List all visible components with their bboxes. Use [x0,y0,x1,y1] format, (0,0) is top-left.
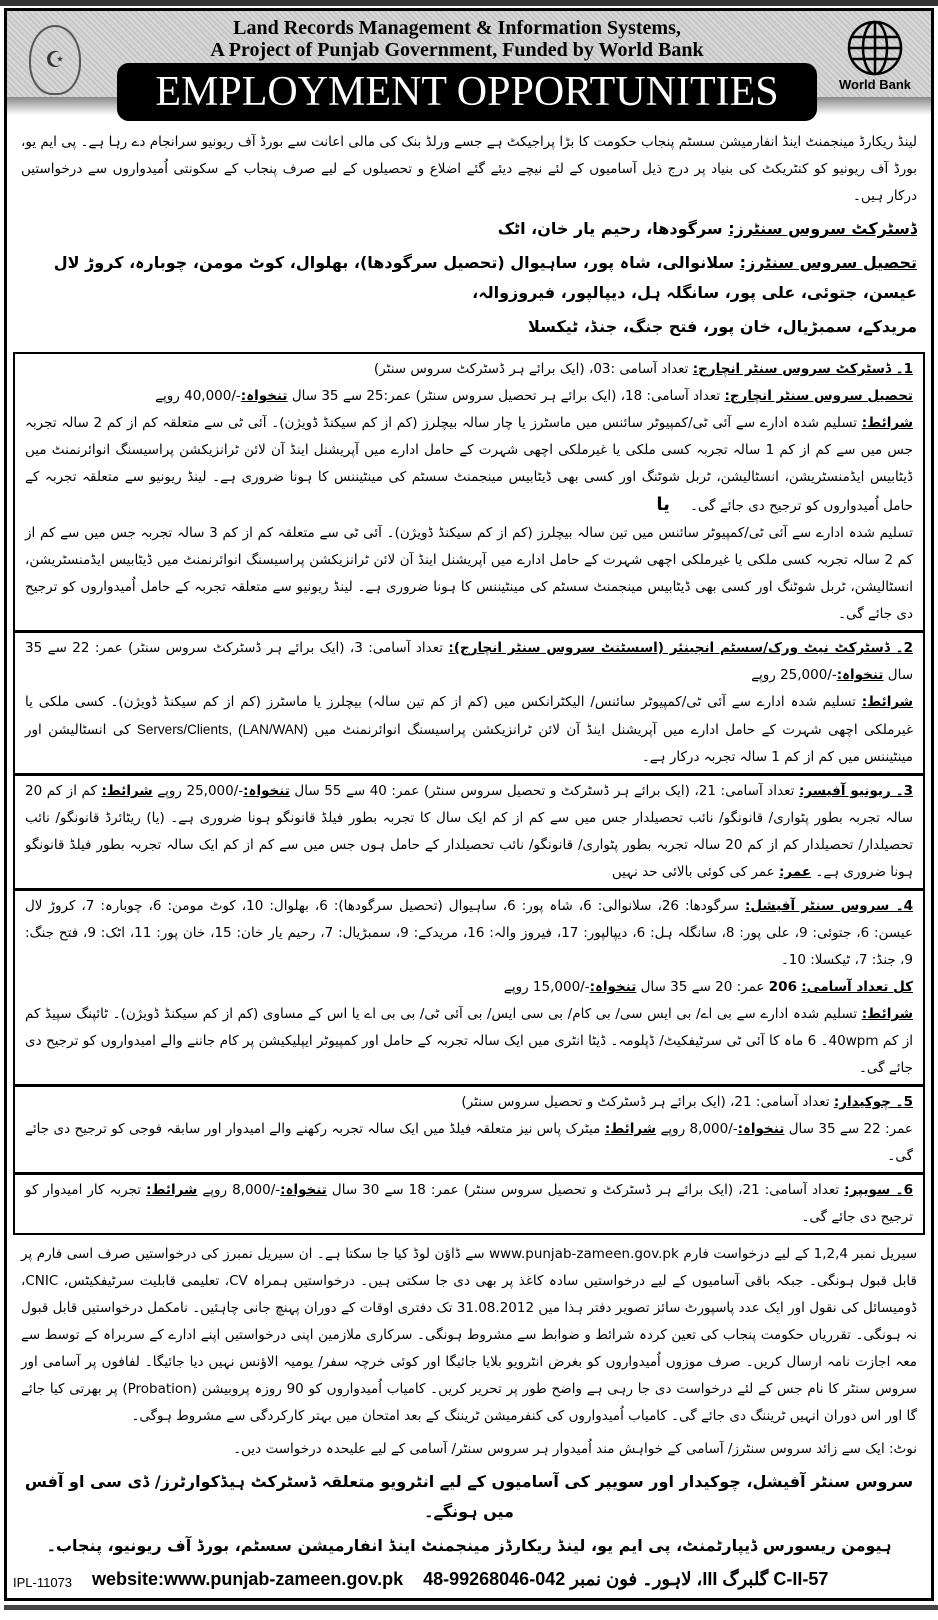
world-bank-logo [829,19,921,92]
bottom-rule [4,1605,938,1610]
section-1: 1۔ ڈسٹرکٹ سروس سنٹر انچارج: تعداد آسامی :03، (ایک برائے ہر ڈسٹرکٹ سروس سنٹر) تحصیل سروس سنٹر انچارج: تعداد آسامی: 18، (ایک برائے ہر تحصیل سروس سنٹر) عمر:25 سے 35 سال تنخواہ:-/40,000 روپے شرائط: تسلیم شدہ ادارے سے آئی ٹی/کمپیوٹر سائنس میں ماسٹرز یا چار سالہ بیچلرز (کم از کم سیکنڈ ڈویژن)۔ آئی ٹی سے متعلقہ کم از کم 2 سالہ تجربہ جس میں سے کم از کم 1 سالہ تجربہ کسی ملکی یا غیرملکی اچھی شہرت کے حامل ادارے میں آپریشنل اینڈ آن لائن ٹرانزیکشن پراسیسنگ انوائرنمنٹ میں ڈیٹابیس ایڈمنسٹریشن، انسٹالیشن، ٹربل شوٹنگ اور کسی بھی ڈیٹابیس مینجمنٹ سسٹم کی مینٹیننس کا ہونا ضروری ہے۔ لینڈ ریونیو سے متعلقہ تجربہ کے حامل اُمیدواروں کو ترجیح دی جائے گی۔یا تسلیم شدہ ادارے سے آئی ٹی/کمپیوٹر سائنس میں تین سالہ بیچلرز (کم از کم سیکنڈ ڈویژن)۔ آئی ٹی سے متعلقہ کم از کم 3 سالہ تجربہ جس میں سے کم از کم 2 سالہ تجربہ کسی ملکی یا غیرملکی اچھی شہرت کے حامل ادارے میں آپریشنل اینڈ آن لائن ٹرانزیکشن پراسیسنگ انوائرنمنٹ میں ڈیٹابیس ایڈمنسٹریشن، انسٹالیشن، ٹربل شوٹنگ اور کسی بھی ڈیٹابیس مینجمنٹ سسٹم کی مینٹیننس کا ہونا ضروری ہے۔ لینڈ ریونیو سے متعلقہ تجربہ کے حامل اُمیدواروں کو ترجیح دی جائے گی۔ [13,352,925,632]
advertisement [4,8,934,1601]
tehsil-centers: تحصیل سروس سنٹرز: سلانوالی، شاہ پور، ساہیوال (تحصیل سرگودھا)، بھلوال، کوٹ مومن، چوبارہ، کروڑ لال عیسن، جتوئی، علی پور، سانگلہ ہل، دیپالپور، فیروزوالہ، [53,253,917,302]
district-centers: ڈسٹرکٹ سروس سنٹرز: سرگودھا، رحیم یار خان، اٹک [497,219,917,238]
section-3: 3۔ ریونیو آفیسر: تعداد آسامی: 21، (ایک برائے ہر ڈسٹرکٹ و تحصیل سروس سنٹر) عمر: 40 سے 55 سال تنخواہ:-/25,000 روپے شرائط: کم از کم 20 سالہ تجربہ بطور پٹواری/ قانونگو/ نائب تحصیلدار جس میں سے کم از کم ایک سال کا تجربہ بطور فیلڈ قانونگو ہونا ضروری ہے۔ (یا) ریٹائرڈ قانونگو/ نائب تحصیلدار/ تحصیلدار کم از کم 20 سالہ تجربہ بطور پٹواری/ قانونگو/ نائب تحصیلدار کے حامل ہوں جس میں سے کم از کم ایک سالہ تجربہ بطور فیلڈ قانونگو ہونا ضروری ہے۔ عمر: عمر کی کوئی بالائی حد نہیں [13,775,925,890]
instructions: سیریل نمبر 1,2,4 کے لیے درخواست فارم www.punjab-zameen.gov.pk سے ڈاؤن لوڈ کیا جا سکتا ہے۔ ان سیریل نمبرز کی درخواستیں صرف اسی فارم پر قابل قبول ہونگی۔ جبکہ باقی آسامیوں کے لیے درخواستیں سادہ کاغذ پر بھی دی جا سکتی ہیں۔ درخواستیں ہمراہ CV، تعلیمی قابلیت سرٹیفکیٹس، CNIC، ڈومیسائل کی نقول اور ایک عدد پاسپورٹ سائز تصویر دفتر ہذا میں 31.08.2012 تک دفتری اوقات کے دوران پہنچ جانی چاہئیں۔ نامکمل درخواستیں قابل قبول نہ ہونگی۔ تقرریاں حکومت پنجاب کی تعین کردہ شرائط و ضوابط سے مشروط ہونگی۔ سرکاری ملازمین اپنی درخواستیں اپنے ادارے کے سربراہ کے توسط سے معہ اجازت نامہ ارسال کریں۔ صرف موزوں اُمیدواروں کو بغرض انٹرویو بلایا جائیگا اور کوئی خرچہ سفر/ یومیہ الاؤنس نہیں دیا جائیگا۔ لفافوں پر آسامی اور سروس سنٹر کا نام جس کے لئے درخواست دی جا رہی ہے واضح طور پر تحریر کریں۔ کامیاب اُمیدواروں کو 90 روزہ پروبیشن (Probation) پر بھرتی کیا جائے گا اور اس دوران انہیں ٹریننگ دی جائے گی۔ کامیاب اُمیدواروں کی کنفرمیشن ٹریننگ کے بعد امتحان میں بہتر کارکردگی سے مشروط ہوگی۔ [21,1246,918,1424]
footer [13,1569,925,1590]
header-line-2: A Project of Punjab Government, Funded by World Bank [210,39,704,61]
punjab-government-logo-icon: ☪ [29,25,81,95]
section-5: 5۔ چوکیدار: تعداد آسامی: 21، (ایک برائے ہر ڈسٹرکٹ و تحصیل سروس سنٹر) عمر: 22 سے 35 سال تنخواہ:-/8,000 روپے شرائط: میٹرک پاس نیز متعلقہ فیلڈ میں ایک سالہ تجربہ رکھنے والے امیدوار اور سابقہ فوجی کو ترجیح دی جائے گی۔ [13,1086,925,1174]
website-link[interactable]: website:www.punjab-zameen.gov.pk [92,1569,404,1589]
section-2: 2۔ ڈسٹرکٹ نیٹ ورک/سسٹم انجینئر (اسسٹنٹ سروس سنٹر انچارج): تعداد آسامی: 3، (ایک برائے ہر ڈسٹرکٹ سروس سنٹر) عمر: 22 سے 35 سال تنخواہ:-/25,000 روپے شرائط: تسلیم شدہ ادارے سے آئی ٹی/کمپیوٹر سائنس/ الیکٹرانکس میں (کم از کم تین سالہ) بیچلرز یا ماسٹرز (کم از کم سیکنڈ ڈویژن)۔ کسی ملکی یا غیرملکی اچھی شہرت کے حامل ادارے میں آپریشنل اینڈ آن لائن ٹرانزیکشن پراسیسنگ انوائرنمنٹ میں Servers/Clients, (LAN/WAN) کی انسٹالیشن اور مینٹیننس میں کم از کم 1 سالہ تجربہ درکار ہے۔ [13,632,925,775]
globe-icon [846,19,904,77]
interview-info: سروس سنٹر آفیشل، چوکیدار اور سویپر کی آسامیوں کے لیے انٹرویو متعلقہ ڈسٹرکٹ ہیڈکوارٹرز/ ڈی سی او آفس میں ہونگے۔ [24,1472,914,1521]
header-line-1: Land Records Management & Information Systems, [233,17,681,39]
page-title: EMPLOYMENT OPPORTUNITIES [117,63,817,121]
note: نوٹ: ایک سے زائد سروس سنٹرز/ آسامی کے خواہش مند اُمیدوار ہر سروس سنٹر/ آسامی کے لیے علیحدہ درخواست دیں۔ [233,1441,917,1457]
header [7,11,931,123]
world-bank-label: World Bank [839,77,911,92]
ad-reference: IPL-11073 [13,1575,73,1590]
intro-paragraph: لینڈ ریکارڈ مینجمنٹ اینڈ انفارمیشن سسٹم پنجاب حکومت کا بڑا پراجیکٹ ہے جسے ورلڈ بنک کی مالی اعانت سے بورڈ آف ریونیو سرانجام دے رہا ہے۔ پی ایم یو، بورڈ آف ریونیو کو کنٹریکٹ کی بنیاد پر درج ذیل آسامیوں کے لئے نیچے دیئے گئے اضلاع و تحصیلوں کے لیے صرف پنجاب کے سکونتی اُمیدواروں سے درخواستیں درکار ہیں۔ [21,134,917,204]
address: ہیومن ریسورس ڈیپارٹمنٹ، پی ایم یو، لینڈ ریکارڈز مینجمنٹ اینڈ انفارمیشن سسٹم، بورڈ آف ریونیو، پنجاب۔ [46,1536,892,1555]
section-4: 4۔ سروس سنٹر آفیشل: سرگودھا: 26، سلانوالی: 6، شاہ پور: 6، ساہیوال (تحصیل سرگودھا): 6، بھلوال: 10، کوٹ مومن: 6، چوبارہ: 7، کروڑ لال عیسن: 6، جتوئی: 9، علی پور: 8، سانگلہ ہل: 6، دیپالپور: 17، فیروز والہ: 16، مریدکے: 9، سمبڑیال: 7، رحیم یار خان: 15، خان پور: 11، اٹک: 9، فتح جنگ: 9، جنڈ: 7، ٹیکسلا: 10۔ کل تعداد آسامی: 206 عمر: 20 سے 35 سال تنخواہ:-/15,000 روپے شرائط: تسلیم شدہ ادارے سے بی اے/ بی ایس سی/ بی کام/ بی سی ایس/ بی آئی ٹی/ بی بی اے یا اس کے مساوی (کم از کم سیکنڈ ڈویژن)۔ ٹائپنگ سپیڈ کم از کم 40wpm۔ 6 ماہ کا آئی ٹی سرٹیفکیٹ/ ڈپلومہ۔ ڈیٹا انٹری میں ایک سالہ تجربہ کے حامل اور کمپیوٹر ایپلیکیشن پر کام جاننے والے امیدواروں کو ترجیح دی جائے گی۔ [13,890,925,1086]
tehsil-centers-cont: مریدکے، سمبڑیال، خان پور، فتح جنگ، جنڈ، ٹیکسلا [527,317,917,336]
contact-address: 57-C-II گلبرگ III، لاہور۔ فون نمبر 042-99268046-48 [423,1569,829,1589]
section-6: 6۔ سویپر: تعداد آسامی: 21، (ایک برائے ہر ڈسٹرکٹ و تحصیل سروس سنٹر) عمر: 18 سے 30 سال تنخواہ:-/8,000 روپے شرائط: تجربہ کار امیدوار کو ترجیح دی جائے گی۔ [13,1174,925,1235]
top-rule [0,0,938,6]
